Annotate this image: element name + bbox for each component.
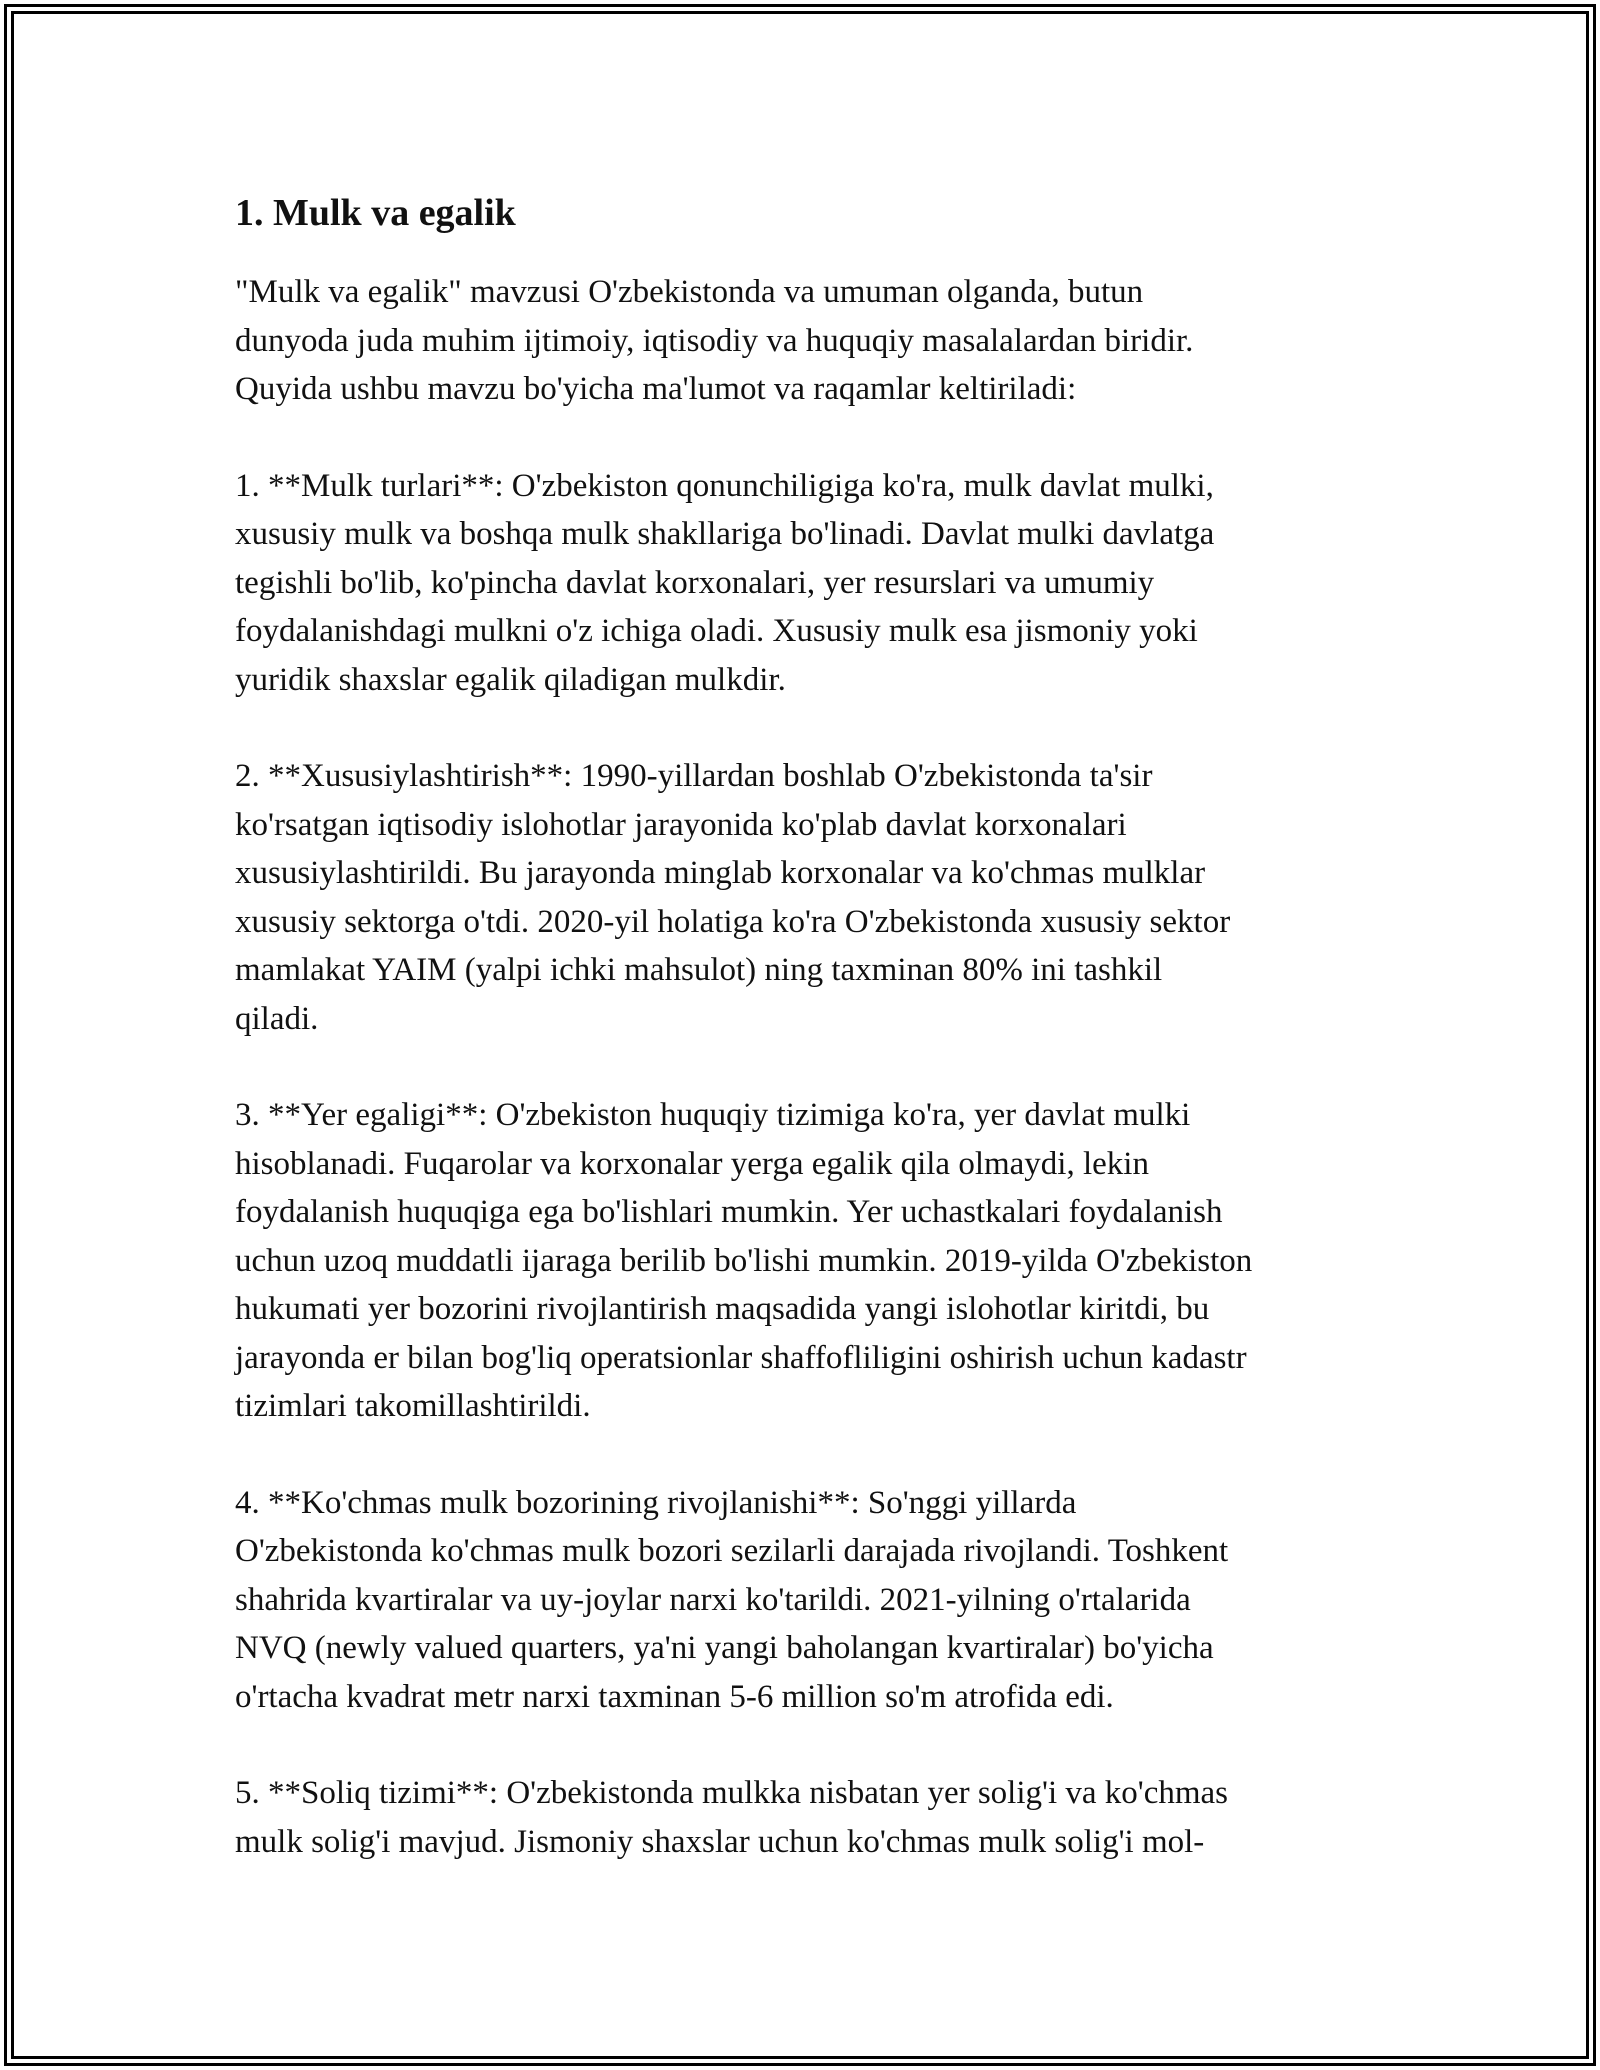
text-line: tegishli bo'lib, ko'pincha davlat korxonalari, yer resurslari va umumiy — [235, 564, 1155, 601]
text-line: foydalanish huquqiga ega bo'lishlari mumkin. Yer uchastkalari foydalanish — [235, 1194, 1223, 1230]
text-line: uchun uzoq muddatli ijaraga berilib bo'lishi mumkin. 2019-yilda O'zbekiston — [235, 1242, 1253, 1279]
text-line: 1. **Mulk turlari**: O'zbekiston qonunchiligiga ko'ra, mulk davlat mulki, — [235, 467, 1214, 504]
text-line: foydalanishdagi mulkni o'z ichiga oladi. Xususiy mulk esa jismoniy yoki — [235, 613, 1198, 649]
paragraph-mulk-turlari — [235, 462, 1375, 705]
text-line: tizimlari takomillashtirildi. — [235, 1388, 591, 1424]
text-line: xususiy sektorga o'tdi. 2020-yil holatiga ko'ra O'zbekistonda xususiy sektor — [235, 903, 1231, 940]
text-line: 3. **Yer egaligi**: O'zbekiston huquqiy tizimiga ko'ra, yer davlat mulki — [235, 1097, 1191, 1133]
text-line: 5. **Soliq tizimi**: O'zbekistonda mulkka nisbatan yer solig'i va ko'chmas — [235, 1775, 1229, 1811]
text-line: jarayonda er bilan bog'liq operatsionlar shaffofliligini oshirish uchun kadastr — [235, 1339, 1247, 1376]
paragraph-yer-egaligi — [235, 1091, 1375, 1431]
text-line: dunyoda juda muhim ijtimoiy, iqtisodiy va huquqiy masalalardan biridir. — [235, 322, 1194, 359]
text-line: yuridik shaxslar egalik qiladigan mulkdir. — [235, 661, 786, 698]
text-line: o'rtacha kvadrat metr narxi taxminan 5-6 million so'm atrofida edi. — [235, 1678, 1114, 1715]
paragraph-intro — [235, 268, 1375, 414]
document-body — [235, 188, 1375, 1914]
text-line: ko'rsatgan iqtisodiy islohotlar jarayonida ko'plab davlat korxonalari — [235, 806, 1127, 843]
text-line: xususiy mulk va boshqa mulk shakllariga bo'linadi. Davlat mulki davlatga — [235, 516, 1215, 552]
text-line: qiladi. — [235, 1000, 319, 1037]
paragraph-soliq-tizimi — [235, 1769, 1375, 1866]
paragraph-xususiylashtirish — [235, 752, 1375, 1043]
text-line: shahrida kvartiralar va uy-joylar narxi ko'tarildi. 2021-yilning o'rtalarida — [235, 1581, 1191, 1618]
paragraph-kochmas-mulk — [235, 1479, 1375, 1722]
text-line: 2. **Xususiylashtirish**: 1990-yillardan boshlab O'zbekistonda ta'sir — [235, 758, 1153, 794]
text-line: Quyida ushbu mavzu bo'yicha ma'lumot va raqamlar keltiriladi: — [235, 371, 1077, 407]
section-heading: 1. Mulk va egalik — [235, 192, 516, 234]
text-line: hisoblanadi. Fuqarolar va korxonalar yerga egalik qila olmaydi, lekin — [235, 1145, 1149, 1182]
text-line: mamlakat YAIM (yalpi ichki mahsulot) ning taxminan 80% ini tashkil — [235, 952, 1163, 988]
text-line: 4. **Ko'chmas mulk bozorining rivojlanishi**: So'nggi yillarda — [235, 1484, 1077, 1521]
text-line: hukumati yer bozorini rivojlantirish maqsadida yangi islohotlar kiritdi, bu — [235, 1291, 1210, 1327]
text-line: xususiylashtirildi. Bu jarayonda minglab korxonalar va ko'chmas mulklar — [235, 855, 1206, 891]
text-line: "Mulk va egalik" mavzusi O'zbekistonda va umuman olganda, butun — [235, 274, 1144, 310]
text-line: mulk solig'i mavjud. Jismoniy shaxslar uchun ko'chmas mulk solig'i mol- — [235, 1823, 1205, 1860]
text-line: NVQ (newly valued quarters, ya'ni yangi baholangan kvartiralar) bo'yicha — [235, 1630, 1214, 1666]
text-line: O'zbekistonda ko'chmas mulk bozori sezilarli darajada rivojlandi. Toshkent — [235, 1533, 1229, 1569]
